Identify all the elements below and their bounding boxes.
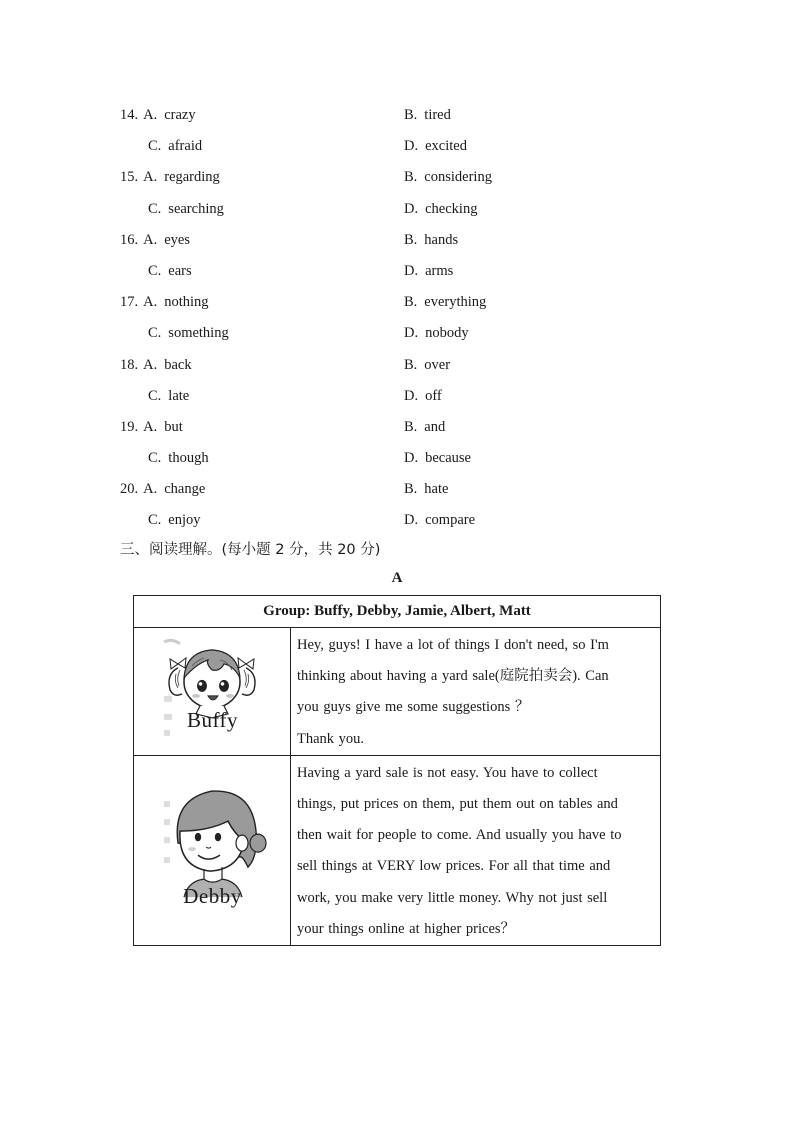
option-c: ears [168, 262, 192, 279]
option-b: tired [424, 107, 451, 123]
option-d: off [425, 387, 442, 404]
question-number: 19. [120, 418, 139, 435]
debby-avatar [134, 756, 291, 945]
option-b: and [424, 418, 446, 435]
table-header-row [134, 596, 661, 628]
question-16-row-ab: 16. A. eyes B. hands [120, 231, 459, 248]
question-14-row-ab: 14. A. crazy B. tired [120, 107, 451, 123]
option-d: checking [425, 200, 478, 217]
question-number: 16. [120, 231, 139, 248]
option-c: something [168, 325, 229, 342]
option-c: late [168, 387, 190, 404]
question-14-row-cd: C. afraid D. excited [148, 138, 467, 155]
option-d: because [425, 450, 471, 467]
buffy-avatar-cell [134, 628, 291, 756]
option-a: regarding [164, 169, 220, 186]
debby-message: Having a yard sale is not easy. You have to collect things, put prices on them, put them out on tables and then wait for people to come. And usually you have to sell things at VERY low prices. For all that time and work, you make very little money. Why not just sell your things online at higher prices？ [297, 764, 622, 937]
question-18-row-ab: 18. A. back B. over [120, 356, 451, 373]
question-20-row-ab: 20. A. change B. hate [120, 481, 449, 498]
buffy-message: Hey, guys! I have a lot of things I don't need, so I'm thinking about having a yard sale(庭院拍卖会). Can you guys give me some suggestions ？ Thank you. [297, 637, 609, 747]
table-row [134, 628, 661, 756]
group-header: Group: Buffy, Debby, Jamie, Albert, Matt [134, 596, 661, 628]
buffy-avatar [134, 628, 291, 755]
question-number: 18. [120, 356, 139, 373]
section-title: 三、阅读理解。(每小题 2 分，共 20 分) [120, 542, 381, 558]
part-label: A [391, 570, 403, 586]
option-a: change [164, 481, 206, 498]
question-number: 20. [120, 481, 139, 498]
option-b: considering [424, 169, 492, 186]
option-b: everything [424, 294, 487, 311]
question-18-row-cd: C. late D. off [148, 387, 442, 404]
debby-message-cell [291, 755, 661, 945]
option-c: enjoy [168, 512, 201, 529]
question-number: 14. [120, 107, 139, 123]
option-c: searching [168, 200, 224, 217]
option-a: but [164, 418, 183, 435]
question-20-row-cd: C. enjoy D. compare [148, 512, 476, 529]
question-17-row-ab: 17. A. nothing B. everything [120, 294, 487, 311]
debby-avatar-cell [134, 755, 291, 945]
option-d: excited [425, 138, 467, 155]
option-c: afraid [168, 138, 203, 155]
option-b: over [424, 356, 451, 373]
question-number: 15. [120, 169, 139, 186]
option-a: back [164, 356, 192, 373]
question-number: 17. [120, 294, 139, 311]
group-chat-table [133, 595, 661, 946]
option-b: hate [424, 481, 449, 498]
option-c: though [168, 450, 209, 467]
question-19-row-ab: 19. A. but B. and [120, 418, 446, 435]
question-17-row-cd: C. something D. nobody [148, 325, 469, 342]
option-b: hands [424, 231, 459, 248]
buffy-message-cell [291, 628, 661, 756]
question-15-row-ab: 15. A. regarding B. considering [120, 169, 492, 186]
question-15-row-cd: C. searching D. checking [148, 200, 478, 217]
option-d: nobody [425, 325, 469, 342]
debby-name: Debby [183, 883, 242, 908]
option-a: eyes [164, 231, 190, 248]
question-19-row-cd: C. though D. because [148, 450, 471, 467]
option-a: crazy [164, 107, 196, 123]
option-d: compare [425, 512, 476, 529]
option-d: arms [425, 262, 454, 279]
answer-options [120, 100, 680, 537]
option-a: nothing [164, 294, 209, 311]
table-row [134, 755, 661, 945]
question-16-row-cd: C. ears D. arms [148, 262, 454, 279]
buffy-name: Buffy [186, 708, 239, 732]
